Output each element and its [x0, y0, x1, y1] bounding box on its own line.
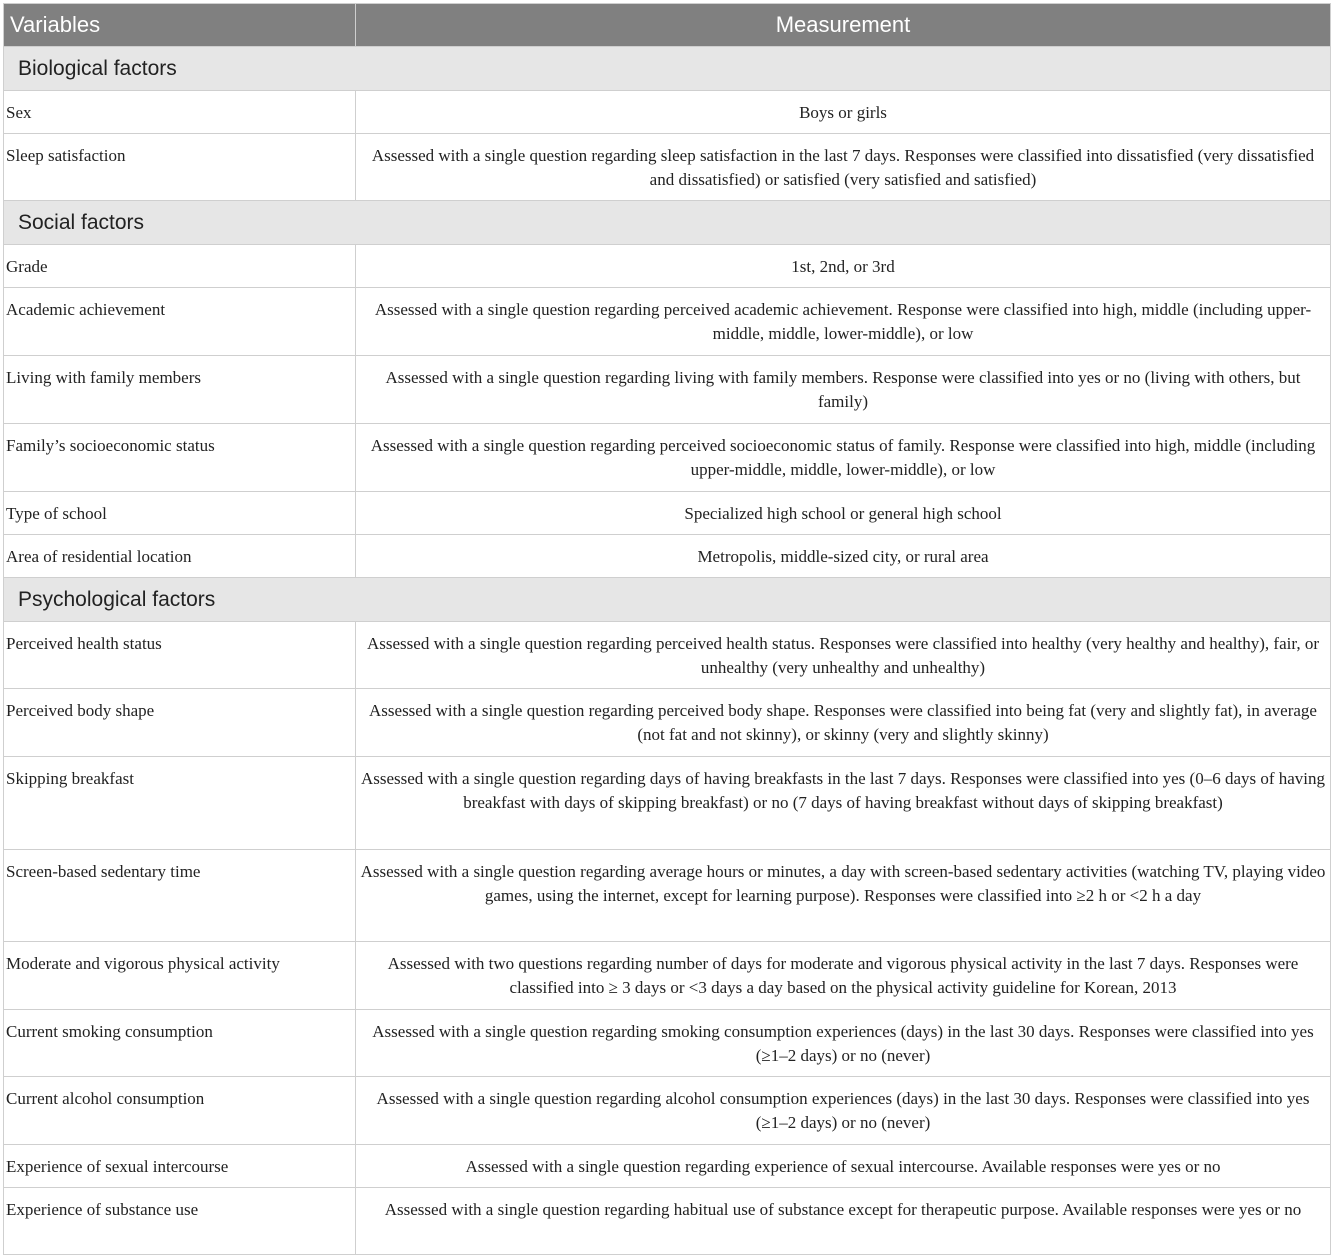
- variable-cell: Living with family members: [4, 356, 356, 424]
- variable-cell: Screen-based sedentary time: [4, 850, 356, 942]
- table-row: [4, 1077, 1331, 1145]
- variable-cell: Moderate and vigorous physical activity: [4, 942, 356, 1010]
- table-row: [4, 1188, 1331, 1255]
- variable-cell: Experience of sexual intercourse: [4, 1145, 356, 1188]
- variable-cell: Sex: [4, 91, 356, 134]
- table-row: [4, 134, 1331, 201]
- measurement-cell: Assessed with a single question regarding sleep satisfaction in the last 7 days. Responses were classified into dissatisfied (very dissatisfied and dissatisfied) or satisfied (very satisfied and satisfied): [356, 134, 1331, 201]
- variable-cell: Current alcohol consumption: [4, 1077, 356, 1145]
- measurement-cell: 1st, 2nd, or 3rd: [356, 245, 1331, 288]
- measurement-cell: Assessed with a single question regarding days of having breakfasts in the last 7 days. Responses were classified into yes (0–6 days of having breakfast with days of skipping breakfast) or no (7 days of having breakfast without days of skipping breakfast): [356, 757, 1331, 850]
- variable-cell: Grade: [4, 245, 356, 288]
- header-measurement: Measurement: [356, 4, 1331, 47]
- section-header: [4, 47, 1331, 91]
- section-title: Psychological factors: [4, 578, 1331, 622]
- variable-cell: Academic achievement: [4, 288, 356, 356]
- measurement-cell: Assessed with a single question regarding perceived academic achievement. Response were classified into high, middle (including upper-middle, middle, lower-middle), or low: [356, 288, 1331, 356]
- measurement-cell: Assessed with a single question regarding smoking consumption experiences (days) in the last 30 days. Responses were classified into yes (≥1–2 days) or no (never): [356, 1010, 1331, 1077]
- measurement-cell: Specialized high school or general high school: [356, 492, 1331, 535]
- table-row: [4, 424, 1331, 492]
- variable-cell: Current smoking consumption: [4, 1010, 356, 1077]
- measurement-cell: Assessed with a single question regarding living with family members. Response were classified into yes or no (living with others, but family): [356, 356, 1331, 424]
- measurement-cell: Assessed with a single question regarding perceived socioeconomic status of family. Response were classified into high, middle (including upper-middle, middle, lower-middle), or low: [356, 424, 1331, 492]
- variable-cell: Type of school: [4, 492, 356, 535]
- section-title: Social factors: [4, 201, 1331, 245]
- variable-cell: Experience of substance use: [4, 1188, 356, 1255]
- table-row: [4, 1010, 1331, 1077]
- section-header: [4, 578, 1331, 622]
- variable-cell: Area of residential location: [4, 535, 356, 578]
- section-title: Biological factors: [4, 47, 1331, 91]
- table-row: [4, 535, 1331, 578]
- table-row: [4, 288, 1331, 356]
- variables-table: [3, 3, 1331, 1255]
- table-row: [4, 91, 1331, 134]
- measurement-cell: Boys or girls: [356, 91, 1331, 134]
- measurement-cell: Assessed with a single question regarding perceived health status. Responses were classified into healthy (very healthy and healthy), fair, or unhealthy (very unhealthy and unhealthy): [356, 622, 1331, 689]
- measurement-cell: Assessed with two questions regarding number of days for moderate and vigorous physical activity in the last 7 days. Responses were classified into ≥ 3 days or <3 days a day based on the physical activity guideline for Korean, 2013: [356, 942, 1331, 1010]
- table-row: [4, 689, 1331, 757]
- table-row: [4, 245, 1331, 288]
- section-header: [4, 201, 1331, 245]
- measurement-cell: Assessed with a single question regarding perceived body shape. Responses were classified into being fat (very and slightly fat), in average (not fat and not skinny), or skinny (very and slightly skinny): [356, 689, 1331, 757]
- variable-cell: Skipping breakfast: [4, 757, 356, 850]
- table-row: [4, 1145, 1331, 1188]
- variable-cell: Perceived body shape: [4, 689, 356, 757]
- table-row: [4, 757, 1331, 850]
- header-variables: Variables: [4, 4, 356, 47]
- table-header: [4, 4, 1331, 47]
- measurement-cell: Assessed with a single question regarding experience of sexual intercourse. Available responses were yes or no: [356, 1145, 1331, 1188]
- table-row: [4, 942, 1331, 1010]
- table-row: [4, 850, 1331, 942]
- variable-cell: Sleep satisfaction: [4, 134, 356, 201]
- measurement-cell: Assessed with a single question regarding habitual use of substance except for therapeutic purpose. Available responses were yes or no: [356, 1188, 1331, 1255]
- table-row: [4, 622, 1331, 689]
- variable-cell: Perceived health status: [4, 622, 356, 689]
- measurement-cell: Assessed with a single question regarding average hours or minutes, a day with screen-based sedentary activities (watching TV, playing video games, using the internet, except for learning purpose). Responses were classified into ≥2 h or <2 h a day: [356, 850, 1331, 942]
- measurement-cell: Metropolis, middle-sized city, or rural area: [356, 535, 1331, 578]
- variable-cell: Family’s socioeconomic status: [4, 424, 356, 492]
- table-row: [4, 356, 1331, 424]
- table-row: [4, 492, 1331, 535]
- measurement-cell: Assessed with a single question regarding alcohol consumption experiences (days) in the last 30 days. Responses were classified into yes (≥1–2 days) or no (never): [356, 1077, 1331, 1145]
